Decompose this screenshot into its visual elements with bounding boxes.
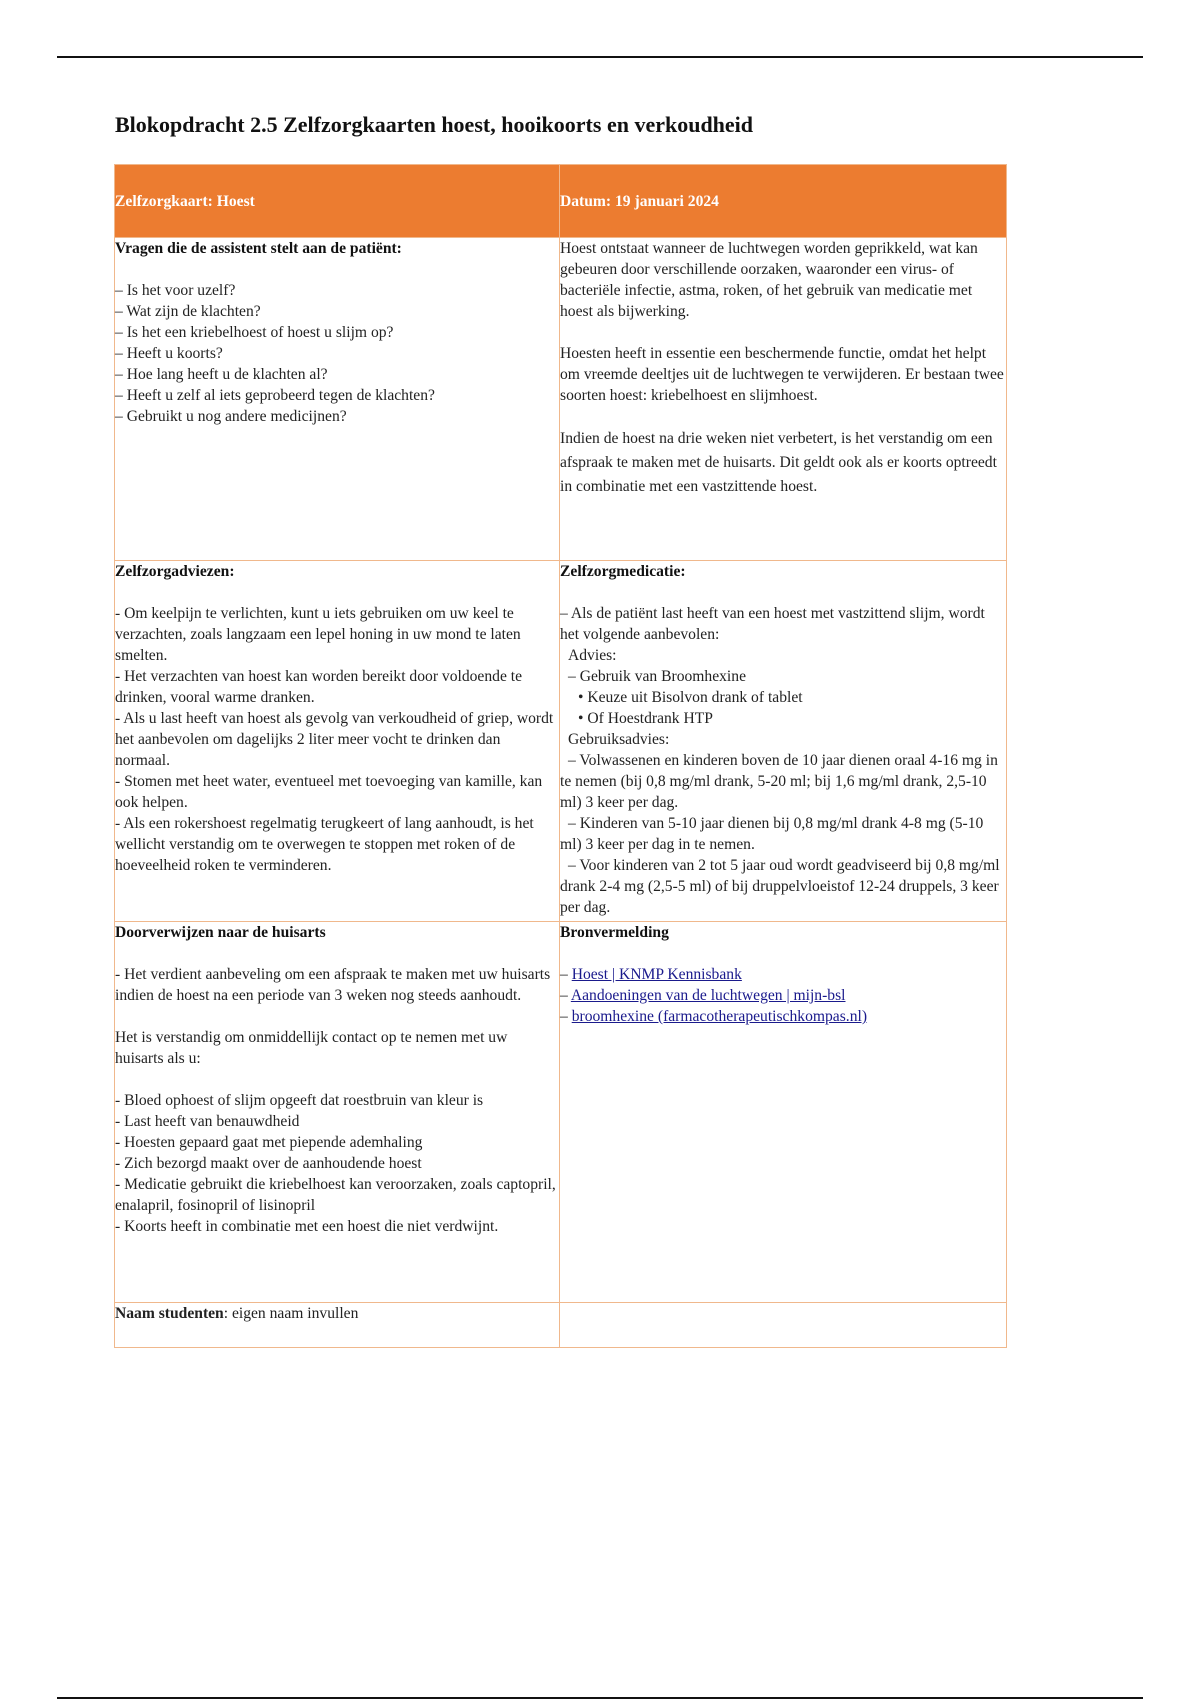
question-item: – Heeft u zelf al iets geprobeerd tegen de klachten? (115, 387, 435, 404)
medication-cell (560, 561, 1007, 922)
source-line (560, 1006, 1006, 1027)
question-item: – Wat zijn de klachten? (115, 303, 261, 320)
source-link-knmp[interactable]: Hoest | KNMP Kennisbank (571, 966, 742, 983)
referral-heading: Doorverwijzen naar de huisarts (115, 924, 326, 941)
source-dash: – (560, 1008, 568, 1025)
referral-paragraph-2: Het is verstandig om onmiddellijk contact op te nemen met uw huisarts als u: (115, 1029, 508, 1067)
question-item: – Is het voor uzelf? (115, 282, 236, 299)
advice-item: - Als u last heeft van hoest als gevolg van verkoudheid of griep, wordt het aanbevolen om dagelijks 2 liter meer vocht te drinken dan normaal. (115, 710, 554, 769)
info-cell (560, 238, 1007, 561)
sources-heading: Bronvermelding (560, 924, 669, 941)
info-paragraph-2: Hoesten heeft in essentie een beschermende functie, omdat het helpt om vreemde deeltjes uit de luchtwegen te verwijderen. Er bestaan twee soorten hoest: kriebelhoest en slijmhoest. (560, 345, 1004, 404)
usage-label: Gebruiksadvies: (568, 731, 670, 748)
card-date: Datum: 19 januari 2024 (560, 192, 719, 210)
advice-item: - Om keelpijn te verlichten, kunt u iets gebruiken om uw keel te verzachten, zoals langzaam een lepel honing in uw mond te laten smelten. (115, 605, 521, 664)
referral-item: - Last heeft van benauwdheid (115, 1113, 300, 1130)
students-value: : eigen naam invullen (223, 1305, 359, 1322)
referral-row (115, 922, 1007, 1303)
source-link-bsl[interactable]: Aandoeningen van de luchtwegen | mijn-bsl (570, 987, 846, 1004)
medication-intro: – Als de patiënt last heeft van een hoest met vastzittend slijm, wordt het volgende aanbevolen: (560, 605, 985, 643)
advice-item: - Als een rokershoest regelmatig terugkeert of lang aanhoudt, is het wellicht verstandig om te overwegen te stoppen met roken of de hoeveelheid roken te verminderen. (115, 815, 534, 874)
advice-row (115, 561, 1007, 922)
questions-row (115, 238, 1007, 561)
medication-heading: Zelfzorgmedicatie: (560, 563, 686, 580)
students-row (115, 1303, 1007, 1348)
question-item: – Is het een kriebelhoest of hoest u slijm op? (115, 324, 394, 341)
medication-bullet: • Keuze uit Bisolvon drank of tablet (578, 689, 803, 706)
students-label: Naam studenten (115, 1305, 224, 1322)
bottom-rule (57, 1697, 1143, 1699)
referral-item: - Bloed ophoest of slijm opgeeft dat roestbruin van kleur is (115, 1092, 484, 1109)
advice-cell (115, 561, 560, 922)
source-line (560, 985, 1006, 1006)
referral-item: - Medicatie gebruikt die kriebelhoest kan veroorzaken, zoals captopril, enalapril, fosinopril of lisinopril (115, 1176, 556, 1214)
referral-item: - Zich bezorgd maakt over de aanhoudende hoest (115, 1155, 422, 1172)
card-title: Zelfzorgkaart: Hoest (115, 192, 255, 210)
card-header-row (115, 165, 1007, 238)
source-line (560, 964, 1006, 985)
document-title: Blokopdracht 2.5 Zelfzorgkaarten hoest, hooikoorts en verkoudheid (115, 112, 754, 137)
card-date-cell (560, 165, 1007, 238)
referral-paragraph-1: - Het verdient aanbeveling om een afspraak te maken met uw huisarts indien de hoest na een periode van 3 weken nog steeds aanhoudt. (115, 966, 551, 1004)
advice-heading: Zelfzorgadviezen: (115, 563, 235, 580)
referral-cell (115, 922, 560, 1303)
self-care-card (114, 164, 1007, 1348)
usage-item: – Volwassenen en kinderen boven de 10 jaar dienen oraal 4-16 mg in te nemen (bij 0,8 mg/ml drank, 5-20 ml; bij 1,6 mg/ml drank, 2,5-10 ml) 3 keer per dag. (560, 752, 998, 811)
referral-item: - Hoesten gepaard gaat met piepende ademhaling (115, 1134, 423, 1151)
usage-item: – Kinderen van 5-10 jaar dienen bij 0,8 mg/ml drank 4-8 mg (5-10 ml) 3 keer per dag in te nemen. (560, 815, 984, 853)
students-empty-cell (560, 1303, 1007, 1348)
source-dash: – (560, 966, 568, 983)
sources-cell (560, 922, 1007, 1303)
info-paragraph-1: Hoest ontstaat wanneer de luchtwegen worden geprikkeld, wat kan gebeuren door verschillende oorzaken, waaronder een virus- of bacteriële infectie, astma, roken, of het gebruik van medicatie met hoest als bijwerking. (560, 240, 978, 320)
students-cell (115, 1303, 560, 1348)
source-dash: – (560, 987, 568, 1004)
advice-item: - Stomen met heet water, eventueel met toevoeging van kamille, kan ook helpen. (115, 773, 543, 811)
advies-label: Advies: (568, 647, 617, 664)
questions-cell (115, 238, 560, 561)
source-link-farmacotherapeutisch[interactable]: broomhexine (farmacotherapeutischkompas.nl) (571, 1008, 868, 1025)
medication-bullet: • Of Hoestdrank HTP (578, 710, 713, 727)
question-item: – Heeft u koorts? (115, 345, 223, 362)
questions-heading: Vragen die de assistent stelt aan de patiënt: (115, 240, 402, 257)
question-item: – Hoe lang heeft u de klachten al? (115, 366, 328, 383)
referral-item: - Koorts heeft in combinatie met een hoest die niet verdwijnt. (115, 1218, 499, 1235)
question-item: – Gebruikt u nog andere medicijnen? (115, 408, 347, 425)
usage-item: – Voor kinderen van 2 tot 5 jaar oud wordt geadviseerd bij 0,8 mg/ml drank 2-4 mg (2,5-5 ml) of bij druppelvloeistof 12-24 druppels, 3 keer per dag. (560, 857, 1000, 916)
top-rule (57, 56, 1143, 58)
advies-item: – Gebruik van Broomhexine (568, 668, 746, 685)
card-title-cell (115, 165, 560, 238)
advice-item: - Het verzachten van hoest kan worden bereikt door voldoende te drinken, vooral warme dranken. (115, 668, 523, 706)
info-paragraph-3: Indien de hoest na drie weken niet verbetert, is het verstandig om een afspraak te maken met de huisarts. Dit geldt ook als er koorts optreedt in combinatie met een vastzittende hoest. (560, 430, 997, 495)
